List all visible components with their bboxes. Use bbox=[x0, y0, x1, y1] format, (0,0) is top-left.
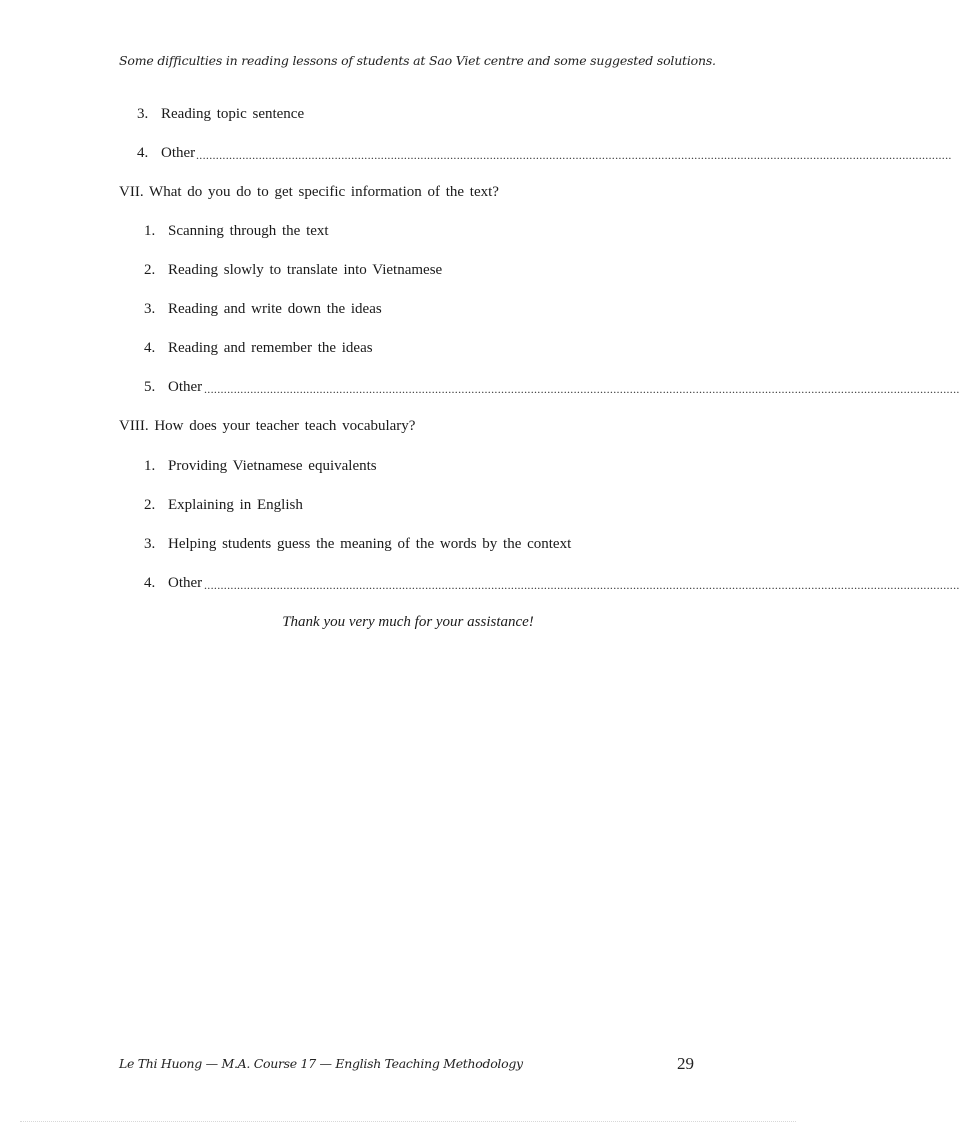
footer-author-line: Le Thi Huong — M.A. Course 17 — English Teaching Methodology bbox=[119, 1056, 523, 1071]
list-item bbox=[144, 222, 329, 240]
item-text: Reading slowly to translate into Vietnamese bbox=[168, 262, 443, 278]
item-number: 2. bbox=[144, 497, 156, 513]
item-text: Reading topic sentence bbox=[161, 106, 305, 122]
list-item bbox=[137, 105, 304, 123]
item-text: Other bbox=[168, 379, 203, 395]
question-heading: VII. What do you do to get specific information of the text? bbox=[119, 184, 499, 200]
item-number: 1. bbox=[144, 458, 156, 474]
list-item bbox=[144, 496, 303, 514]
answer-leader-dots: ..................................................................................................................................................................................................................................... bbox=[204, 578, 960, 592]
list-item bbox=[144, 300, 382, 318]
item-text: Explaining in English bbox=[168, 497, 303, 513]
list-item bbox=[144, 261, 442, 279]
item-number: 4. bbox=[144, 575, 156, 591]
list-item bbox=[144, 378, 202, 396]
item-text: Other bbox=[161, 145, 196, 161]
item-number: 1. bbox=[144, 223, 156, 239]
list-item bbox=[144, 535, 571, 553]
item-text: Reading and remember the ideas bbox=[168, 340, 373, 356]
item-number: 4. bbox=[144, 340, 156, 356]
item-text: Helping students guess the meaning of the words by the context bbox=[168, 536, 572, 552]
list-item bbox=[144, 457, 377, 475]
item-text: Scanning through the text bbox=[168, 223, 329, 239]
item-number: 5. bbox=[144, 379, 156, 395]
item-number: 2. bbox=[144, 262, 156, 278]
item-text: Other bbox=[168, 575, 203, 591]
answer-leader-dots: ..................................................................................................................................................................................................................................... bbox=[196, 148, 952, 162]
question-heading: VIII. How does your teacher teach vocabulary? bbox=[119, 418, 416, 434]
item-number: 3. bbox=[144, 536, 156, 552]
list-item bbox=[137, 144, 195, 162]
list-item bbox=[144, 574, 202, 592]
answer-leader-dots: ..................................................................................................................................................................................................................................... bbox=[204, 382, 960, 396]
item-text: Reading and write down the ideas bbox=[168, 301, 382, 317]
item-number: 4. bbox=[137, 145, 149, 161]
footer-divider bbox=[20, 1121, 796, 1122]
closing-thanks: Thank you very much for your assistance! bbox=[282, 614, 534, 630]
page-number: 29 bbox=[677, 1054, 694, 1073]
item-number: 3. bbox=[137, 106, 149, 122]
item-text: Providing Vietnamese equivalents bbox=[168, 458, 377, 474]
running-header: Some difficulties in reading lessons of students at Sao Viet centre and some suggested solutions. bbox=[119, 53, 716, 68]
list-item bbox=[144, 339, 373, 357]
item-number: 3. bbox=[144, 301, 156, 317]
